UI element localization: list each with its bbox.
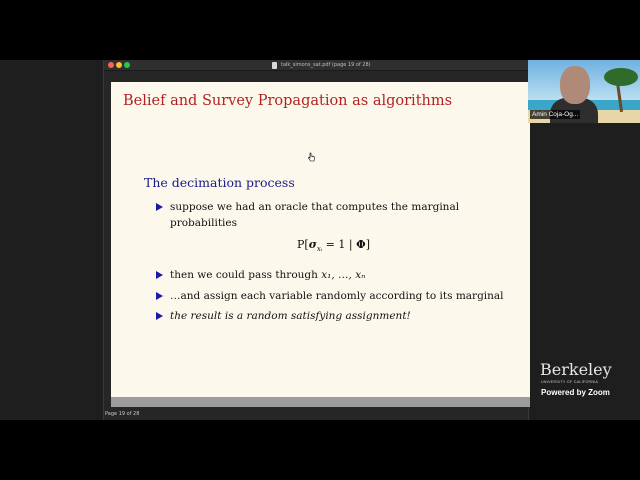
formula-middle: = 1 | <box>322 238 357 251</box>
participant-name-label: Amin Coja-Og... <box>532 111 579 118</box>
window-title: talk_simons_sat.pdf (page 19 of 28) <box>281 62 371 68</box>
formula-p: P <box>297 238 305 251</box>
powered-by-zoom-label: Powered by Zoom <box>541 388 610 397</box>
berkeley-logo-subtitle: UNIVERSITY OF CALIFORNIA <box>541 380 599 384</box>
participant-video-tile[interactable] <box>528 60 640 123</box>
bullet-triangle-icon <box>156 203 163 211</box>
letterbox-top <box>0 0 640 60</box>
bullet-text: suppose we had an oracle that computes the marginal <box>170 201 460 213</box>
mouse-cursor-icon <box>308 152 316 162</box>
participant-head <box>560 66 590 104</box>
letterbox-bottom <box>0 420 640 480</box>
bullet-triangle-icon <box>156 292 163 300</box>
maximize-window-button[interactable] <box>124 62 130 68</box>
slide-title: Belief and Survey Propagation as algorithms <box>123 93 453 109</box>
formula-phi: Φ <box>356 238 366 251</box>
bullet-text-emphasis: the result is a random satisfying assignment! <box>170 310 411 322</box>
formula-sigma: σ <box>308 238 317 251</box>
pdf-viewer-window <box>103 60 529 420</box>
bullet-text <box>170 267 365 283</box>
section-heading: The decimation process <box>144 175 295 190</box>
bullet-triangle-icon <box>156 271 163 279</box>
bullet-triangle-icon <box>156 312 163 320</box>
close-window-button[interactable] <box>108 62 114 68</box>
page-counter: Page 19 of 28 <box>105 411 140 417</box>
document-icon <box>272 62 277 69</box>
formula-subscript: xᵢ <box>316 245 323 254</box>
marginal-probability-formula <box>297 238 370 253</box>
bullet-text: …and assign each variable randomly according to its marginal <box>170 290 504 302</box>
slide-page <box>111 82 530 397</box>
formula-close-bracket: ] <box>365 238 370 251</box>
minimize-window-button[interactable] <box>116 62 122 68</box>
formula-open-bracket: [ <box>304 238 309 251</box>
window-titlebar <box>104 60 528 71</box>
page-bottom-edge <box>111 397 530 407</box>
palm-tree-leaves <box>604 68 638 86</box>
bullet-math-variables: x₁, …, xₙ <box>321 269 366 281</box>
berkeley-logo: Berkeley <box>540 360 612 379</box>
bullet-text-prefix: then we could pass through <box>170 269 322 281</box>
bullet-text-continuation: probabilities <box>170 217 238 229</box>
